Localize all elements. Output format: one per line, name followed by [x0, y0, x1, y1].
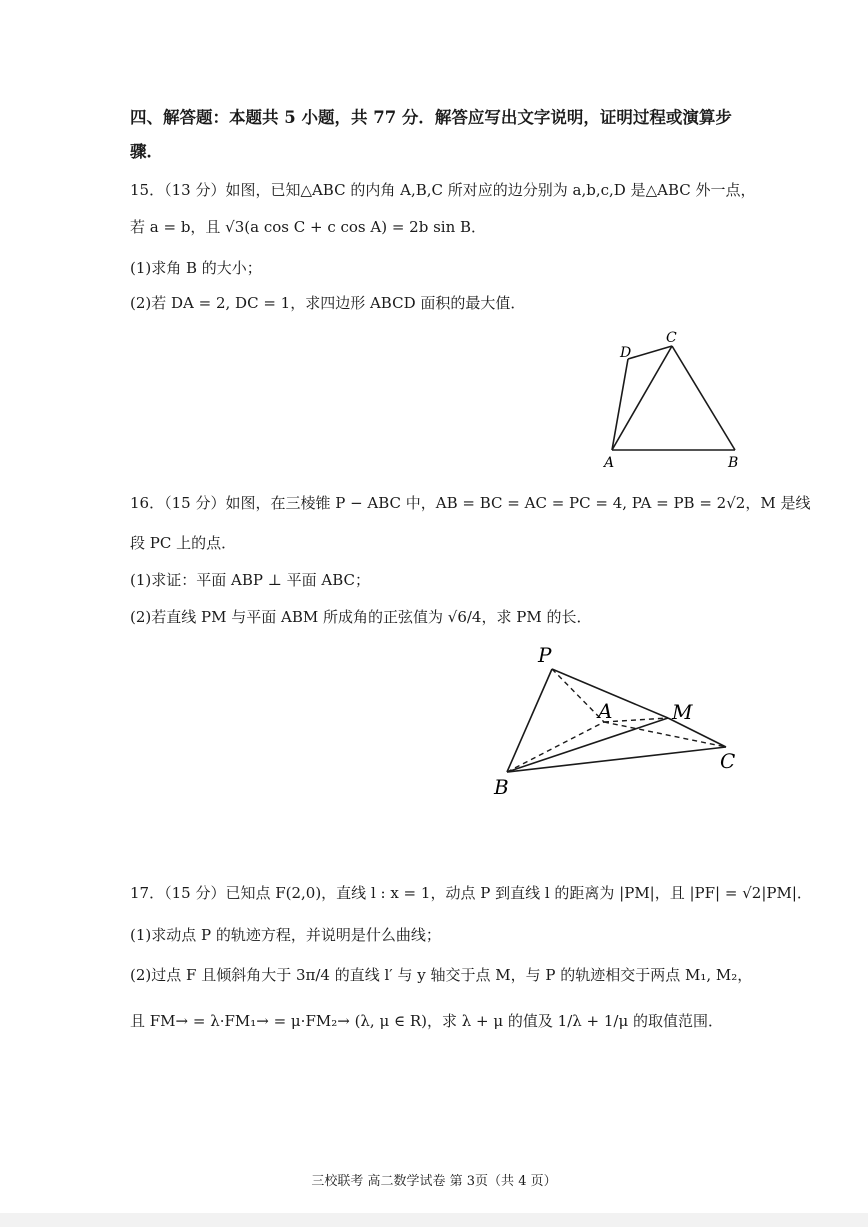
q16-label-B: B	[494, 775, 509, 799]
q15-part2: (2)若 DA = 2, DC = 1，求四边形 ABCD 面积的最大值．	[130, 294, 526, 312]
q15-stem-line1: 15．（13 分）如图，已知△ABC 的内角 A,B,C 所对应的边分别为 a,b,c,D 是△ABC 外一点，	[130, 181, 756, 199]
page-footer: 三校联考 高二数学试卷 第 3页（共 4 页）	[311, 1174, 557, 1189]
q17-part2-continued: 且 FM→ = λ·FM₁→ = μ·FM₂→ (λ, μ ∈ R)，求 λ + μ 的值及 1/λ + 1/μ 的取值范围．	[130, 1012, 723, 1030]
q15-label-C: C	[666, 330, 677, 346]
q15-label-A: A	[604, 455, 615, 471]
section-title-line2: 骤．	[130, 142, 163, 161]
q15-stem-line2: 若 a = b，且 √3(a cos C + c cos A) = 2b sin B．	[130, 218, 487, 236]
q16-stem-line2: 段 PC 上的点．	[130, 534, 237, 552]
q15-quadrilateral-figure	[596, 326, 746, 474]
q16-label-P: P	[538, 643, 552, 667]
q16-stem-line1: 16．（15 分）如图，在三棱锥 P − ABC 中，AB = BC = AC = PC = 4, PA = PB = 2√2，M 是线	[130, 494, 811, 512]
q17-part2: (2)过点 F 且倾斜角大于 3π/4 的直线 l′ 与 y 轴交于点 M，与 P 的轨迹相交于两点 M₁, M₂，	[130, 966, 753, 984]
q15-label-D: D	[620, 345, 632, 361]
q16-label-M: M	[672, 700, 693, 724]
q16-label-A: A	[598, 699, 613, 723]
section-title-line1: 四、解答题：本题共 5 小题，共 77 分．解答应写出文字说明，证明过程或演算步	[130, 108, 732, 127]
q16-part1: (1)求证：平面 ABP ⊥ 平面 ABC；	[130, 571, 370, 589]
q16-label-C: C	[720, 749, 736, 773]
scan-bottom-edge	[0, 1213, 868, 1227]
q17-part1: (1)求动点 P 的轨迹方程，并说明是什么曲线；	[130, 926, 441, 944]
q15-part1: (1)求角 B 的大小；	[130, 259, 262, 277]
q17-stem-line1: 17．（15 分）已知点 F(2,0)，直线 l : x = 1，动点 P 到直线 l 的距离为 |PM|，且 |PF| = √2|PM|．	[130, 884, 812, 902]
q16-tetrahedron-figure	[486, 640, 746, 800]
q15-label-B: B	[728, 455, 739, 471]
q16-part2: (2)若直线 PM 与平面 ABM 所成角的正弦值为 √6/4，求 PM 的长．	[130, 608, 592, 626]
